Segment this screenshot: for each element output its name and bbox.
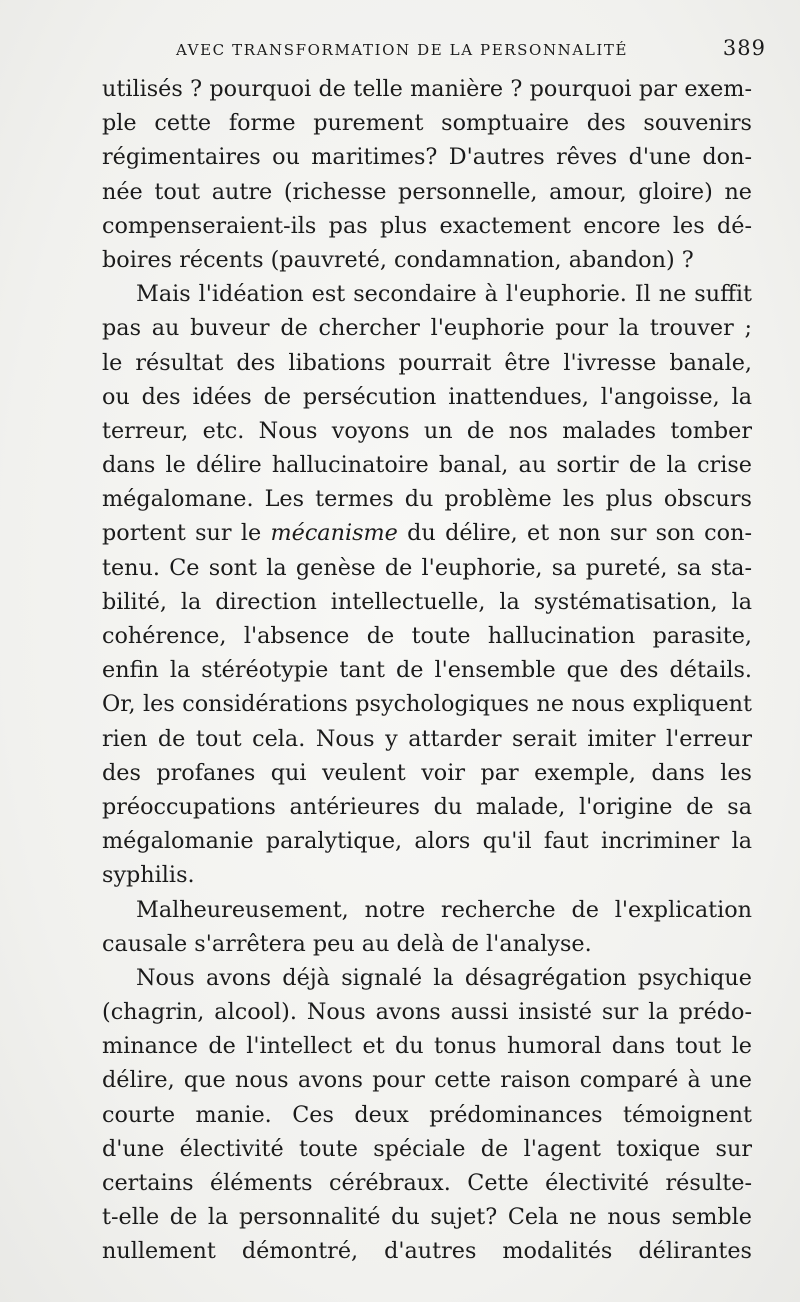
text-line: utilisés ? pourquoi de telle manière ? pourquoi par exem- — [102, 76, 752, 102]
text-line: des profanes qui veulent voir par exemple, dans les — [102, 759, 752, 786]
body-text — [102, 72, 752, 1269]
text-line: ple cette forme purement somptuaire des souvenirs — [102, 110, 752, 137]
text-line: née tout autre (richesse personnelle, amour, gloire) ne — [102, 178, 752, 205]
text-line: compenseraient-ils pas plus exactement encore les dé- — [102, 212, 752, 239]
text-line: d'une électivité toute spéciale de l'agent toxique sur — [102, 1135, 752, 1162]
text-line: Malheureusement, notre recherche de l'explication — [136, 896, 752, 923]
text-line: Or, les considérations psychologiques ne nous expliquent — [102, 691, 752, 718]
text-line: syphilis. — [102, 862, 195, 889]
text-line: rien de tout cela. Nous y attarder serait imiter l'erreur — [102, 725, 752, 752]
text-line: minance de l'intellect et du tonus humoral dans tout le — [102, 1033, 752, 1060]
text-line: enfin la stéréotypie tant de l'ensemble que des détails. — [102, 657, 752, 684]
text-line: terreur, etc. Nous voyons un de nos malades tomber — [102, 417, 752, 444]
text-line: le résultat des libations pourrait être l'ivresse banale, — [102, 349, 752, 376]
text-line: (chagrin, alcool). Nous avons aussi insisté sur la prédo- — [102, 999, 752, 1026]
text-line: cohérence, l'absence de toute hallucination parasite, — [102, 623, 752, 649]
running-head — [176, 36, 766, 66]
text-line: préoccupations antérieures du malade, l'origine de sa — [102, 793, 752, 820]
text-line: t-elle de la personnalité du sujet? Cela ne nous semble — [102, 1204, 752, 1231]
text-line: tenu. Ce sont la genèse de l'euphorie, sa pureté, sa sta- — [102, 554, 752, 581]
text-line: ou des idées de persécution inattendues, l'angoisse, la — [102, 383, 752, 410]
text-line: mégalomane. Les termes du problème les plus obscurs — [102, 486, 752, 513]
text-line: régimentaires ou maritimes? D'autres rêves d'une don- — [102, 144, 752, 171]
text-line: délire, que nous avons pour cette raison comparé à une — [102, 1067, 752, 1094]
page-number: 389 — [722, 36, 766, 60]
text-line: certains éléments cérébraux. Cette électivité résulte- — [102, 1170, 752, 1196]
text-line: pas au buveur de chercher l'euphorie pour la trouver ; — [102, 315, 752, 342]
text-line: portent sur le mécanisme du délire, et non sur son con- — [102, 520, 752, 547]
text-line: boires récents (pauvreté, condamnation, abandon) ? — [102, 246, 694, 273]
text-line: mégalomanie paralytique, alors qu'il faut incriminer la — [102, 828, 752, 855]
text-line: Nous avons déjà signalé la désagrégation psychique — [136, 964, 752, 991]
text-line: bilité, la direction intellectuelle, la systématisation, la — [102, 588, 752, 615]
text-line: Mais l'idéation est secondaire à l'euphorie. Il ne suffit — [136, 281, 752, 308]
text-line: causale s'arrêtera peu au delà de l'analyse. — [102, 930, 592, 957]
italic-word: mécanisme — [270, 520, 398, 547]
running-title: AVEC TRANSFORMATION DE LA PERSONNALITÉ — [176, 41, 629, 59]
text-line: nullement démontré, d'autres modalités délirantes — [102, 1238, 752, 1265]
text-line: dans le délire hallucinatoire banal, au sortir de la crise — [102, 452, 752, 479]
text-line: courte manie. Ces deux prédominances témoignent — [102, 1101, 752, 1128]
